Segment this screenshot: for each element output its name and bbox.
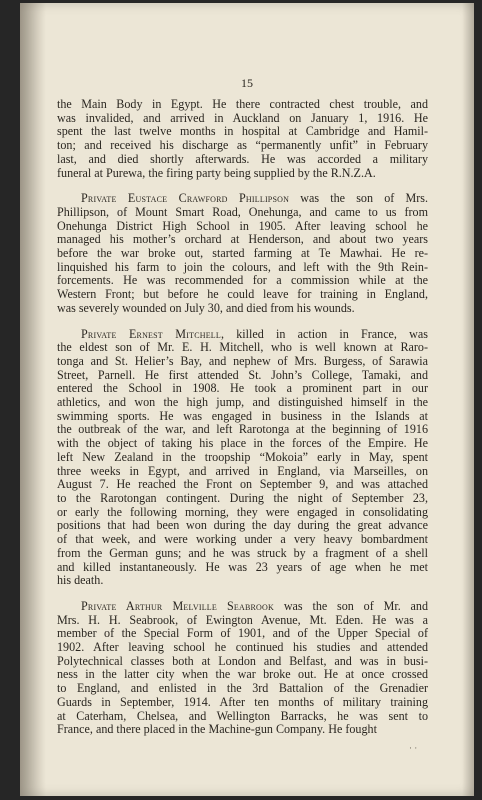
text-line: France, and there placed in the Machine-gun Company. He fought — [57, 722, 377, 737]
text-line: to England, and enlisted in the 3rd Battalion of the Grenadier — [57, 681, 428, 696]
text-line: Private Arthur Melville Seabrook was the son of Mr. and — [81, 598, 428, 613]
paragraph — [57, 192, 428, 315]
soldier-name: Private Ernest Mitchell — [81, 326, 221, 341]
text-line: August 7. He reached the Front on September 9, and was attached — [57, 477, 428, 492]
text-line: Onehunga District High School in 1905. After leaving school he — [57, 218, 428, 233]
text-line: positions that had been won during the day during the great advance — [57, 518, 428, 533]
text-line: Guards in September, 1914. After ten months of military training — [57, 694, 428, 709]
text-line: was severely wounded on July 30, and died from his wounds. — [57, 300, 355, 315]
text-line: three weeks in Egypt, and arrived in England, via Marseilles, on — [57, 463, 428, 478]
text-line: funeral at Purewa, the firing party being supplied by the R.N.Z.A. — [57, 165, 376, 180]
book-page — [20, 3, 474, 796]
text-line: Street, Parnell. He first attended St. John’s College, Tamaki, and — [57, 367, 428, 382]
text-line: 1902. After leaving school he continued his studies and attended — [57, 640, 428, 655]
paragraph — [57, 328, 428, 588]
soldier-name: Private Arthur Melville Seabrook — [81, 598, 274, 613]
text-line: the eldest son of Mr. E. H. Mitchell, who is well known at Raro- — [57, 340, 428, 355]
text-line: Polytechnical classes both at London and Belfast, and was in busi- — [57, 653, 428, 668]
page-edge-shadow — [462, 3, 474, 796]
body-text — [57, 98, 428, 749]
text-line: forcements. He was recommended for a commission while at the — [57, 273, 428, 288]
text-line: athletics, and won the high jump, and distinguished himself in the — [57, 395, 428, 410]
soldier-name: Private Eustace Crawford Phillipson — [81, 191, 290, 206]
page-number: 15 — [241, 76, 253, 90]
text-line: Western Front; but before he could leave for training in England, — [57, 287, 428, 302]
text-line: left New Zealand in the troopship “Mokoia” early in May, spent — [57, 449, 428, 464]
text-line: at Caterham, Chelsea, and Wellington Barracks, he was sent to — [57, 708, 428, 723]
margin-mark: · · — [409, 743, 418, 753]
text-line: Private Eustace Crawford Phillipson was the son of Mrs. — [81, 191, 428, 206]
text-line: ton; and received his discharge as “permanently unfit” in February — [57, 138, 428, 153]
text-line: entered the School in 1908. He took a prominent part in our — [57, 381, 428, 396]
text-line: of that week, and were working under a very heavy bombardment — [57, 532, 428, 547]
text-line: the Main Body in Egypt. He there contracted chest trouble, and — [57, 97, 428, 111]
text-line: managed his mother’s orchard at Henderson, and about two years — [57, 232, 428, 247]
paragraph — [57, 98, 428, 180]
text-line: his death. — [57, 573, 104, 588]
text-line: to the Rarotongan contingent. During the night of September 23, — [57, 490, 428, 505]
text-line: Phillipson, of Mount Smart Road, Onehunga, and came to us from — [57, 204, 428, 219]
text-line: before the war broke out, started farming at Te Mawhai. He re- — [57, 246, 428, 261]
text-line: spent the last twelve months in hospital at Cambridge and Hamil- — [57, 124, 428, 139]
text-line: or early the following morning, they were engaged in consolidating — [57, 504, 428, 519]
text-line: was invalided, and arrived in Auckland on January 1, 1916. He — [57, 110, 428, 125]
text-line: Mrs. H. H. Seabrook, of Ewington Avenue, Mt. Eden. He was a — [57, 612, 428, 627]
text-line: last, and died shortly afterwards. He was accorded a military — [57, 151, 428, 166]
text-line: and killed instantaneously. He was 23 years of age when he met — [57, 559, 428, 574]
text-line: swimming sports. He was engaged in business in the Islands at — [57, 408, 428, 423]
text-line: with the object of taking his place in the forces of the Empire. He — [57, 436, 428, 451]
text-line: member of the Special Form of 1901, and of the Upper Special of — [57, 626, 428, 641]
text-line: linquished his farm to join the colours, and left with the 9th Rein- — [57, 259, 428, 274]
text-line: ness in the latter city when the war broke out. He at once crossed — [57, 667, 428, 682]
text-line: the outbreak of the war, and left Rarotonga at the beginning of 1916 — [57, 422, 428, 437]
paragraph — [57, 600, 428, 737]
text-line: Private Ernest Mitchell, killed in action in France, was — [81, 326, 428, 341]
text-line: from the German guns; and he was struck by a fragment of a shell — [57, 545, 428, 560]
spine-shadow — [20, 3, 46, 796]
text-line: tonga and St. Helier’s Bay, and nephew of Mrs. Burgess, of Sarawia — [57, 353, 428, 368]
